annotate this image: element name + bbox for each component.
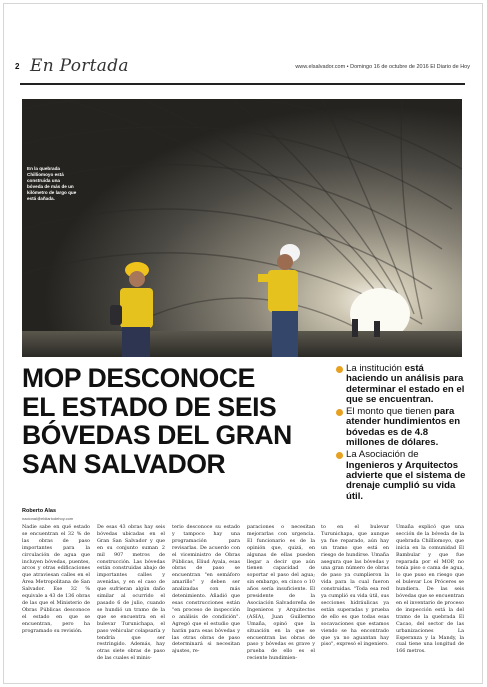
headline-line-4: SAN SALVADOR [22, 448, 226, 479]
bullet-text: La institución [346, 363, 405, 374]
summary-bullet [336, 450, 466, 501]
bullet-text: El monto que tienen [346, 406, 435, 418]
page-number: 2 [15, 62, 20, 71]
article-column-2: De esas 43 obras hay seis bóvedas ubicadas en el Gran San Salvador y que en su conjunto suman 2 mil 907 metros de construcción. Las bóvedas están construidas abajo de importantes calles y avenidas, y en el caso de que sufrieran algún daño similar al ocurrido el pasado 6 de julio, cuando se hundió un tramo de la que se encuentra en el bulevar Turunichapa, el paso vehicular colapsaría y tendría que ser restringido. Además, hay otras siete obras de paso de las cuales el minis- [97, 524, 165, 662]
headline-line-1: MOP DESCONOCE [22, 363, 255, 393]
section-title: En Portada [30, 56, 129, 76]
article-column-3: terio desconoce su estado y tampoco hay una programación para revisarlas. De acuerdo con el viceministro de Obras Públicas, Eliud Ayala, esas obras de paso se encuentran "en semáforo amarillo" y deben ser analizadas con más detenimiento. Añadió que esas construcciones están "en proceso de inspección o análisis de condición". Agregó que el estudio que harán para esas bóvedas y las otras obras de paso determinará si necesitan ajustes, re- [172, 524, 240, 655]
headline-line-3: BÓVEDAS DEL GRAN [22, 420, 292, 450]
folio-line: www.elsalvador.com • Domingo 16 de octubre de 2016 El Diario de Hoy [295, 64, 470, 70]
headline [22, 364, 327, 478]
article-column-1: Nadie sabe en qué estado se encuentran el 32 % de las obras de paso importantes para la circulación de agua que incluyen bóvedas, puentes, arcos y otras edificaciones que atraviesan calles en el Área Metropolitana de San Salvador. Ese 32 % equivale a 43 de 136 obras de las que el Ministerio de Obras Públicas desconoce el estado en que se encuentran, pero ha programado su revisión. [22, 524, 90, 634]
article-column-5: to en el bulevar Turunichapa, que aunque ya fue reparado, aún hay un tramo que está en riesgo de hundirse. Umaña asegura que las bóvedas y una gran número de obras de paso ya cumplieron la vida para la cual fueron construidas. "Toda esa red ya cumplió su vida útil, sus secciones hidráulicas ya están superadas y prueba de ello es que todas esas socavaciones que estamos viendo se ha encontrado que ya no aguantan hay piso", expresó el ingeniero. [321, 524, 389, 648]
bullet-dot-icon [336, 452, 343, 459]
header-rule [20, 83, 465, 85]
summary-bullet [336, 407, 466, 448]
bullet-text: La Asociación de [346, 449, 419, 461]
article-column-6: Umaña explicó que una sección de la bóveda de la quebrada Chilliomoyo, que inicia en la comunidad El Bambular y que fue reparada por el MOP, no tenía piso o cama de agua, lo que puso en riesgo que el bulevar Los Próceres se hundiera. De las seis bóvedas que se encuentran en el inventario de proceso de inspección está la del tramo de la quebrada El Cacao, del sector de las urbanizaciones La Esperanza y la Mandy, la cual tiene una longitud de 166 metros. [396, 524, 464, 655]
article-column-4: paraciones o necesitan mejorarlas con urgencia. El funcionario es de la opinión que, quizá, en algunas de ellas pueden llegar a decir que aún tienen capacidad de soportar el paso del agua; sin embargo, en cinco o 10 años sería insuficiente. El presidente de la Asociación Salvadoreña de Ingenieros y Arquitectos (ASIA), Juan Guillermo Umaña, opinó que la situación en la que se encuentran las obras de paso y bóvedas es grave y prueba de ello es el reciente hundimien- [247, 524, 315, 662]
photo-caption: En la quebrada Chilliomoyo está construida una bóveda de más de un kilómetro de largo que está dañada. [27, 166, 77, 201]
bullet-bold-text: Ingenieros y Arquitectos advierte que el sistema de drenaje cumplió su vida útil. [346, 459, 466, 502]
byline-author: Roberto Alas [22, 508, 57, 514]
bullet-bold-text: está haciendo un análisis para determinar el estado en el que se encuentran. [346, 363, 465, 405]
summary-bullets [336, 364, 466, 504]
bullet-bold-text: para atender hundimientos en bóvedas es de 4.8 millones de dólares. [346, 406, 461, 449]
tunnel-photo [22, 99, 462, 357]
headline-line-2: EL ESTADO DE SEIS [22, 391, 277, 422]
byline-email: nacional@eldiariodehoy.com [22, 516, 74, 521]
bullet-dot-icon [336, 409, 343, 416]
summary-bullet [336, 364, 466, 405]
bullet-dot-icon [336, 366, 343, 373]
